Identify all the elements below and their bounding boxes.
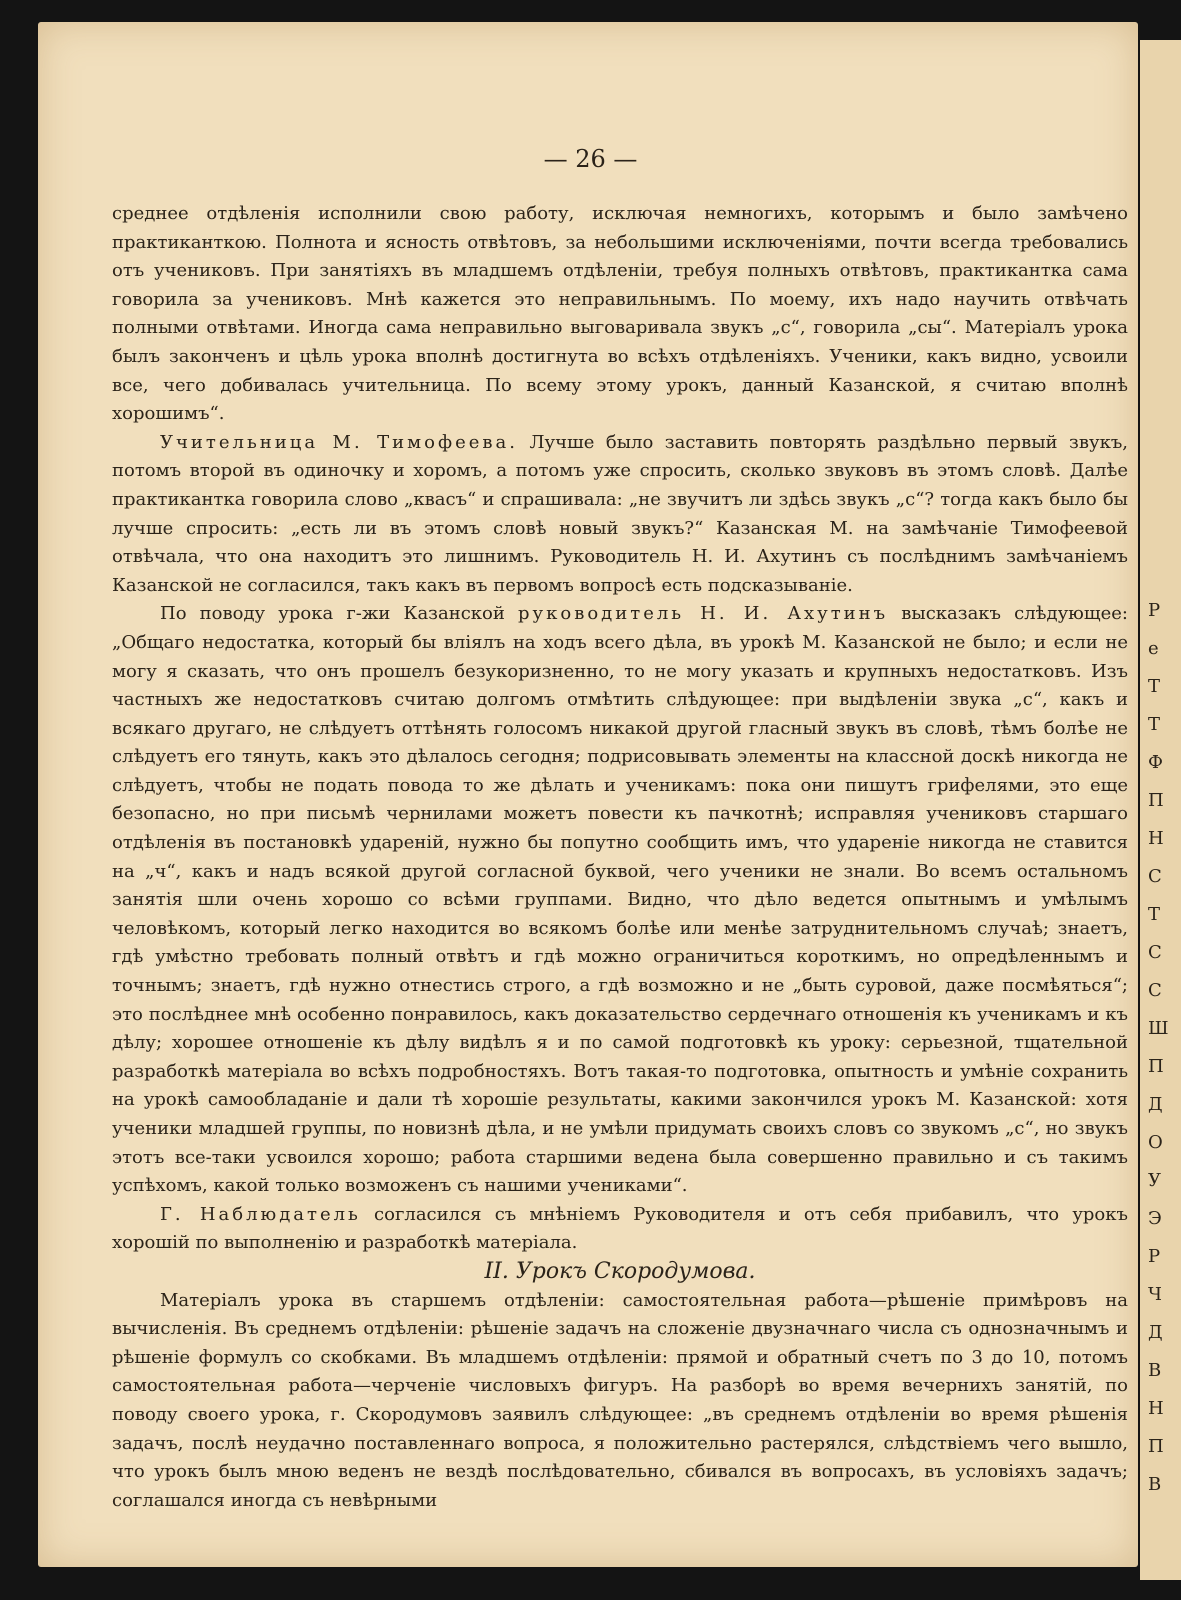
edge-letter: Ф [1148,752,1163,773]
edge-letter: С [1148,942,1162,963]
edge-letter: С [1148,866,1162,887]
paragraph-4 [112,1201,1128,1258]
speaker-name: Учительница М. Тимофеева. [160,431,518,453]
edge-letter: В [1148,1474,1162,1495]
edge-letter: Ч [1148,1284,1162,1305]
edge-letter: В [1148,1360,1162,1381]
edge-letter: Э [1148,1208,1162,1229]
paragraph-text: среднее отдѣленія исполнили свою работу, исключая немногихъ, которымъ и было замѣчено практиканткою. Полнота и ясность отвѣтовъ, за небольшими исключеніями, почти всегда требовались отъ учениковъ. При занятіяхъ въ младшемъ отдѣленіи, требуя полныхъ отвѣтовъ, практикантка сама говорила за учениковъ. Мнѣ кажется это неправильнымъ. По моему, ихъ надо научить отвѣчать полными отвѣтами. Иногда сама неправильно выговаривала звукъ „с“, говорила „сы“. Матеріалъ урока былъ законченъ и цѣль урока вполнѣ достигнута во всѣхъ отдѣленіяхъ. Ученики, какъ видно, усвоили все, чего добивалась учительница. По всему этому урокъ, данный Казанской, я считаю вполнѣ хорошимъ“. [112,203,1128,425]
edge-letter: Т [1148,904,1161,925]
edge-letter: Т [1148,676,1161,697]
speaker-name: Г. Наблюдатель [160,1203,361,1225]
edge-letter: Р [1148,600,1161,621]
edge-letter: П [1148,790,1164,811]
edge-letter: П [1148,1056,1164,1077]
edge-letter: У [1148,1170,1162,1191]
paragraph-text: Лучше было заставить повторять раздѣльно первый звукъ, потомъ второй въ одиночку и хоромъ, а потомъ уже спросить, сколько звуковъ въ этомъ словѣ. Далѣе практикантка говорила слово „квасъ“ и спрашивала: „не звучитъ ли здѣсь звукъ „с“? тогда какъ было бы лучше спросить: „есть ли въ этомъ словѣ новый звукъ?“ Казанская М. на замѣчаніе Тимофеевой отвѣчала, что она находитъ это лишнимъ. Руководитель Н. И. Ахутинъ съ послѣднимъ замѣчаніемъ Казанской не согласился, такъ какъ въ первомъ вопросѣ есть подсказываніе. [112,431,1128,596]
edge-letter: Н [1148,828,1164,849]
paragraph-3 [112,600,1128,1200]
edge-letter: Т [1148,714,1161,735]
edge-letter: П [1148,1436,1164,1457]
paragraph-text: согласился съ мнѣніемъ Руководителя и отъ себя прибавилъ, что урокъ хорошій по выполненію и разработкѣ матеріала. [112,1203,1128,1254]
paragraph-2 [112,429,1128,601]
edge-letter: Р [1148,1246,1161,1267]
speaker-name: руководитель Н. И. Ахутинъ [518,603,889,625]
section-paragraph: Матеріалъ урока въ старшемъ отдѣленіи: самостоятельная работа—рѣшеніе примѣровъ на вычисленія. Въ среднемъ отдѣленіи: рѣшеніе задачъ на сложеніе двузначнаго числа съ однозначнымъ и рѣшеніе формулъ со скобками. Въ младшемъ отдѣленіи: прямой и обратный счетъ по 3 до 10, потомъ самостоятельная работа—черченіе числовыхъ фигуръ. На разборѣ во время вечернихъ занятій, по поводу своего урока, г. Скородумовъ заявилъ слѣдующее: „въ среднемъ отдѣленіи во время рѣшенія задачъ, послѣ неудачно поставленнаго вопроса, я положительно растерялся, слѣдствіемъ чего вышло, что урокъ былъ мною веденъ не вездѣ послѣдовательно, сбивался въ вопросахъ, въ условіяхъ задачъ; соглашался иногда съ невѣрными [112,1289,1128,1511]
edge-letter: Д [1148,1322,1163,1343]
edge-letter: е [1148,638,1159,659]
section-heading: II. Урокъ Скородумова. [484,1258,756,1284]
edge-letter: О [1148,1132,1163,1153]
paragraph-1 [112,200,1128,429]
edge-letter: Д [1148,1094,1163,1115]
edge-letter: С [1148,980,1162,1001]
paragraph-text: высказакъ слѣдующее: „Общаго недостатка, который бы вліялъ на ходъ всего дѣла, въ урокѣ М. Казанской не было; и если не могу я сказать, что онъ прошелъ безукоризненно, то не могу указать и крупныхъ недостатковъ. Изъ частныхъ же недостатковъ считаю долгомъ отмѣтить слѣдующее: при выдѣленіи звука „с“, какъ и всякаго другаго, не слѣдуетъ оттѣнять голосомъ никакой другой гласный звукъ въ словѣ, тѣмъ болѣе не слѣдуетъ его тянуть, какъ это дѣлалось сегодня; подрисовывать элементы на классной доскѣ никогда не слѣдуетъ, чтобы не подать повода то же дѣлать и ученикамъ: пока они пишутъ грифелями, это еще безопасно, но при письмѣ чернилами можетъ повести къ пачкотнѣ; исправляя учениковъ старшаго отдѣленія въ постановкѣ удареній, нужно бы попутно сообщить имъ, что удареніе никогда не ставится на „ч“, какъ и надъ всякой другой согласной буквой, чего ученики не знали. Во всемъ остальномъ занятія шли очень хорошо со всѣми группами. Видно, что дѣло ведется опытнымъ и умѣлымъ человѣкомъ, который легко находится во всякомъ болѣе или менѣе затруднительномъ случаѣ; знаетъ, гдѣ умѣстно требовать полный отвѣтъ и гдѣ можно ограничиться короткимъ, но опредѣленнымъ и точнымъ; знаетъ, гдѣ нужно отнестись строго, а гдѣ возможно и не „быть суровой, даже посмѣяться“; это послѣднее мнѣ особенно понравилось, какъ доказательство сердечнаго отношенія къ ученикамъ и къ дѣлу; хорошее отношеніе къ дѣлу видѣлъ я и по самой подготовкѣ къ уроку: серьезной, тщательной разработкѣ матеріала во всѣхъ подробностяхъ. Вотъ такая-то подготовка, опытность и умѣніе сохранить на урокѣ самообладаніе и дали тѣ хорошіе результаты, какими закончился урокъ М. Казанской: хотя ученики младшей группы, по новизнѣ дѣла, и не умѣли придумать своихъ словъ со звукомъ „с“, но звукъ этотъ все-таки усвоился хорошо; работа старшими ведена была совершенно правильно и съ такимъ успѣхомъ, какой только возможенъ съ нашими учениками“. [112,603,1128,1197]
page-number: — 26 — [543,145,638,173]
body-text [112,200,1128,1515]
paragraph-prefix: По поводу урока г-жи Казанской [160,603,505,625]
edge-letter: Ш [1148,1018,1169,1039]
edge-letter: Н [1148,1398,1164,1419]
